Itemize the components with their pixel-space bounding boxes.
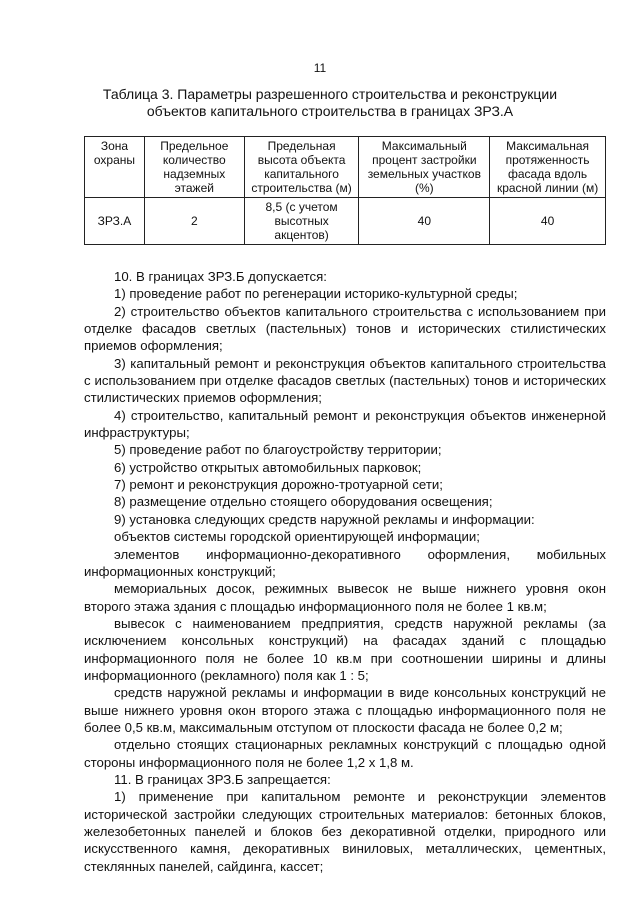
sub-list-item: отдельно стоящих стационарных рекламных конструкций с площадью одной стороны информационного поля не более 1,2 х 1,8 м. [84,737,606,770]
table-cell: ЗРЗ.А [85,198,145,245]
section-heading-10: 10. В границах ЗРЗ.Б допускается: [114,269,327,284]
sub-list-item: элементов информационно-декоративного оформления, мобильных информационных конструкций; [84,546,606,579]
list-item: 5) проведение работ по благоустройству территории; [114,442,442,458]
list-item: 8) размещение отдельно стоящего оборудования освещения; [114,494,493,510]
list-item: 6) устройство открытых автомобильных парковок; [114,459,422,475]
list-item: 1) проведение работ по регенерации историко-культурной среды; [114,286,518,302]
sub-list-item: вывесок с наименованием предприятия, средств наружной рекламы (за исключением консольных конструкций) на фасадах зданий с площадью информационного поля не более 10 кв.м при соотношении ширины и длины информационного (рекламного) поля как 1 : 5; [84,615,606,683]
table-cell: 8,5 (с учетом высотных акцентов) [244,198,359,245]
table-cell: 2 [144,198,244,245]
list-item: 2) строительство объектов капитального строительства с использованием при отделке фасадов светлых (пастельных) тонов и исторических стилистических приемов оформления; [84,303,606,354]
section-heading-11: 11. В границах ЗРЗ.Б запрещается: [114,771,331,787]
sub-list-item: средств наружной рекламы и информации в виде консольных конструкций не выше нижнего уровня окон второго этажа с площадью информационного поля не более 0,5 кв.м, максимальным отступом от плоскости фасада не более 0,2 м; [84,685,606,735]
list-item: 7) ремонт и реконструкция дорожно-тротуарной сети; [114,477,443,493]
list-item: 1) применение при капитальном ремонте и реконструкции элементов исторической застройки следующих строительных материалов: бетонных блоков, железобетонных панелей и блоков без декоративной отделки, природного или искусственного камня, декоративных виниловых, металлических, цементных, стеклянных панелей, сайдинга, кассет; [84,789,606,874]
table-title-line-1: Таблица 3. Параметры разрешенного строительства и реконструкции [102,86,558,102]
header-cell-coverage: Максимальный процент застройки земельных участков (%) [359,137,490,198]
sub-list-item: объектов системы городской ориентирующей информации; [114,529,480,545]
table-header-row [85,137,606,198]
header-cell-zone: Зона охраны [85,137,145,198]
parameters-table [84,136,606,245]
header-cell-floors: Предельное количество надземных этажей [144,137,244,198]
header-cell-height: Предельная высота объекта капитального строительства (м) [244,137,359,198]
document-body [84,268,606,875]
header-cell-facade-length: Максимальная протяженность фасада вдоль красной линии (м) [490,137,606,198]
table-cell: 40 [359,198,490,245]
table-cell: 40 [490,198,606,245]
table-title [80,86,580,120]
sub-list-item: мемориальных досок, режимных вывесок не выше нижнего уровня окон второго этажа здания с площадью информационного поля не более 1 кв.м; [84,581,606,614]
list-item: 4) строительство, капитальный ремонт и реконструкция объектов инженерной инфраструктуры; [84,407,606,441]
table-row [85,198,606,245]
table-title-line-2: объектов капитального строительства в границах ЗРЗ.А [146,103,514,119]
list-item: 9) установка следующих средств наружной рекламы и информации: [114,511,535,527]
list-item: 3) капитальный ремонт и реконструкция объектов капитального строительства с использованием при отделке фасадов светлых (пастельных) тонов и исторических стилистических приемов оформления; [84,355,606,406]
page-number: 11 [313,61,327,75]
